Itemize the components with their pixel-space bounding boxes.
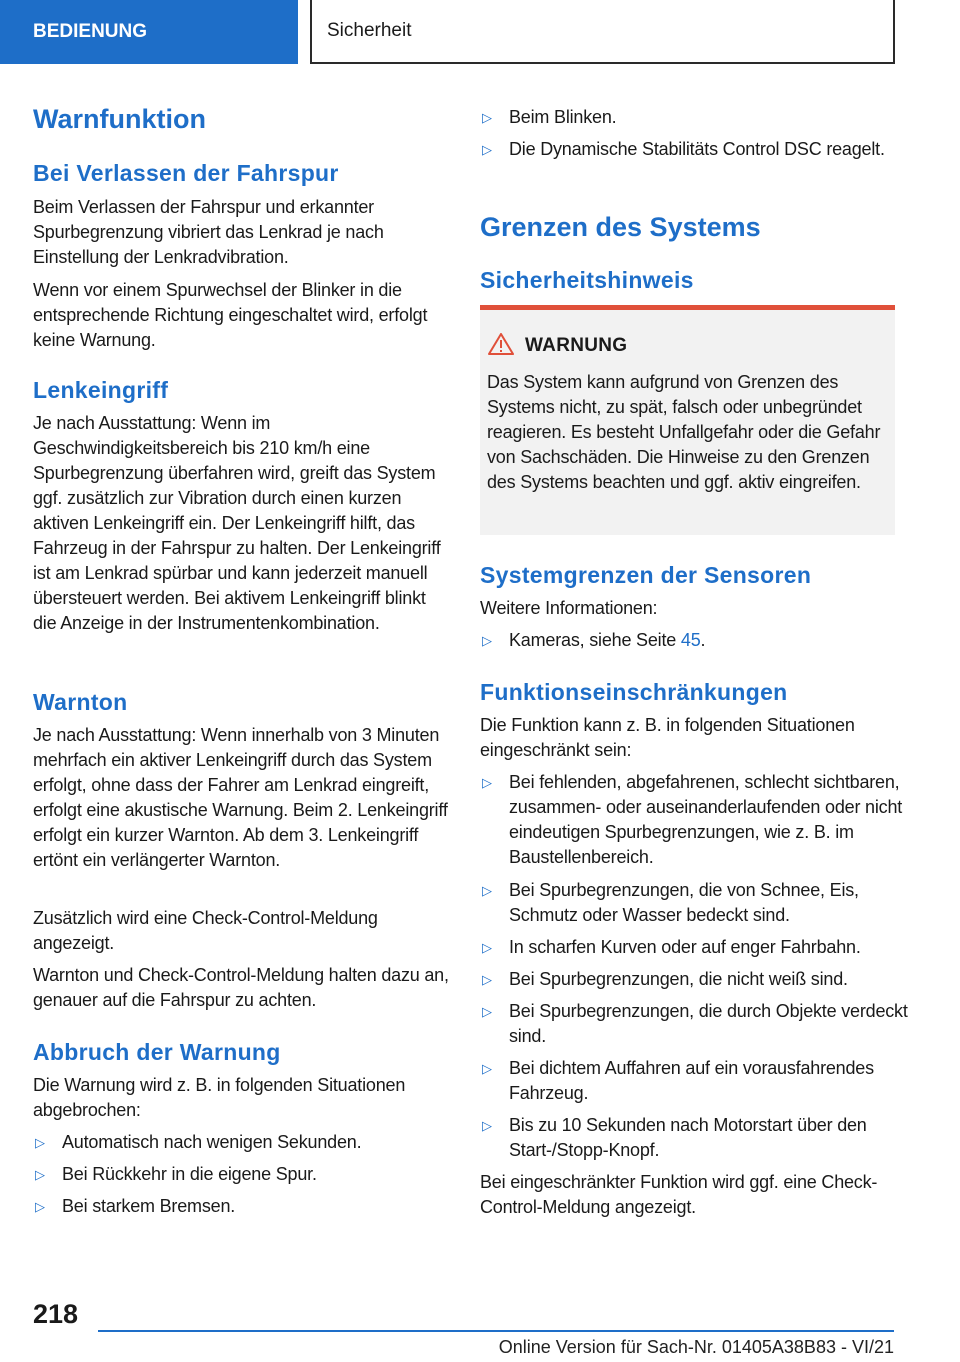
list-item-text: Bei Spurbegrenzungen, die nicht weiß sind. <box>509 969 848 989</box>
list-item <box>480 999 924 1049</box>
list-item-text: Bei Rückkehr in die eigene Spur. <box>62 1164 317 1184</box>
paragraph: Je nach Ausstattung: Wenn im Geschwindigkeitsbereich bis 210 km/h eine Spurbegrenzung überfahren wird, greift das System ggf. zusätzlich zur Vibration durch einen kurzen aktiven Lenkeingriff ein. Der Lenkeingriff hilft, das Fahrzeug in der Fahrspur zu halten. Der Lenkeingriff ist am Lenkrad spürbar und kann jederzeit manuell übersteuert werden. Bei aktivem Lenkeingriff blinkt die Anzeige in der Instrumentenkombination. <box>33 413 441 633</box>
paragraph: Die Warnung wird z. B. in folgenden Situationen abgebrochen: <box>33 1075 406 1120</box>
triangle-bullet-icon: ▷ <box>482 633 492 648</box>
list-item-end: . <box>700 630 706 650</box>
triangle-bullet-icon: ▷ <box>482 940 492 955</box>
page-title: Warnfunktion <box>33 104 206 134</box>
list-item <box>480 1113 924 1163</box>
paragraph: Die Funktion kann z. B. in folgenden Situationen eingeschränkt sein: <box>480 715 855 760</box>
list-item-text: Beim Blinken. <box>509 107 617 127</box>
list-item-text: Kameras, siehe Seite <box>509 630 681 650</box>
triangle-bullet-icon: ▷ <box>482 1061 492 1076</box>
paragraph: Je nach Ausstattung: Wenn innerhalb von 3 Minuten mehrfach ein aktiver Lenkeingriff durch das System erfolgt, ohne dass der Fahrer am Lenkrad eingreift, erfolgt eine akustische Warnung. Beim 2. Lenkeingriff erfolgt ein kurzer Warnton. Ab dem 3. Lenkeingriff ertönt ein verlängerter Warnton. <box>33 725 448 870</box>
heading-cancel-warning: Abbruch der Warnung <box>33 1039 281 1065</box>
list-item <box>480 878 924 928</box>
triangle-bullet-icon: ▷ <box>482 1118 492 1133</box>
list-item-text: Bei Spurbegrenzungen, die durch Objekte verdeckt sind. <box>509 1001 908 1046</box>
paragraph: Beim Verlassen der Fahrspur und erkannter Spurbegrenzung vibriert das Lenkrad je nach Einstellung der Lenkradvibration. <box>33 197 384 267</box>
triangle-bullet-icon: ▷ <box>35 1199 45 1214</box>
paragraph: Weitere Informationen: <box>480 598 658 618</box>
list-item <box>33 1194 478 1219</box>
list-item-text: Bei starkem Bremsen. <box>62 1196 236 1216</box>
triangle-bullet-icon: ▷ <box>482 142 492 157</box>
warning-title: WARNUNG <box>525 335 628 356</box>
list-item-text: In scharfen Kurven oder auf enger Fahrbahn. <box>509 937 861 957</box>
heading-system-limits: Grenzen des Systems <box>480 212 761 242</box>
list-item <box>480 967 924 992</box>
heading-safety-note: Sicherheitshinweis <box>480 267 694 293</box>
list-item-text: Die Dynamische Stabilitäts Control DSC reagelt. <box>509 139 885 159</box>
list-item <box>480 935 924 960</box>
heading-steering-intervention: Lenkeingriff <box>33 377 169 403</box>
footer-divider <box>98 1330 894 1332</box>
warning-triangle-icon <box>488 333 514 355</box>
paragraph: Zusätzlich wird eine Check-Control-Meldung angezeigt. <box>33 908 378 953</box>
list-item <box>480 105 924 130</box>
list-item <box>480 137 924 162</box>
triangle-bullet-icon: ▷ <box>482 110 492 125</box>
heading-warning-tone: Warnton <box>33 689 128 715</box>
list-item-text: Automatisch nach wenigen Sekunden. <box>62 1132 362 1152</box>
triangle-bullet-icon: ▷ <box>35 1135 45 1150</box>
footer-text: Online Version für Sach-Nr. 01405A38B83 - VI/21 <box>498 1337 894 1357</box>
paragraph: Wenn vor einem Spurwechsel der Blinker in die entsprechende Richtung eingeschaltet wird, erfolgt keine Warnung. <box>33 280 428 350</box>
triangle-bullet-icon: ▷ <box>482 883 492 898</box>
section-tab <box>0 0 298 64</box>
heading-lane-departure: Bei Verlassen der Fahrspur <box>33 160 339 186</box>
list-item <box>33 1162 478 1187</box>
triangle-bullet-icon: ▷ <box>482 775 492 790</box>
list-item-text: Bei Spurbegrenzungen, die von Schnee, Eis, Schmutz oder Wasser bedeckt sind. <box>509 880 859 925</box>
list-item <box>480 770 924 870</box>
paragraph: Warnton und Check-Control-Meldung halten dazu an, genauer auf die Fahrspur zu achten. <box>33 965 449 1010</box>
page-link[interactable]: 45 <box>680 630 701 650</box>
list-item <box>480 628 924 653</box>
heading-sensor-limits: Systemgrenzen der Sensoren <box>480 562 812 588</box>
list-item <box>33 1130 478 1155</box>
page-number: 218 <box>33 1299 79 1329</box>
triangle-bullet-icon: ▷ <box>482 1004 492 1019</box>
warning-text: Das System kann aufgrund von Grenzen des Systems nicht, zu spät, falsch oder unbegründet reagieren. Es besteht Unfallgefahr oder die Gefahr von Sachschäden. Die Hinweise zu den Grenzen des Systems beachten und ggf. aktiv eingreifen. <box>487 372 881 492</box>
chapter-label: Sicherheit <box>327 20 412 41</box>
paragraph: Bei eingeschränkter Funktion wird ggf. eine Check-Control-Meldung angezeigt. <box>480 1172 878 1217</box>
list-item-text: Bei fehlenden, abgefahrenen, schlecht sichtbaren, zusammen- oder auseinanderlaufenden oder nicht eindeutigen Spurbegrenzungen, wie z. B. im Baustellenbereich. <box>509 772 903 867</box>
section-label: BEDIENUNG <box>33 21 148 42</box>
warning-box <box>480 305 895 535</box>
heading-function-restrictions: Funktionseinschränkungen <box>480 679 788 705</box>
list-item-text: Bei dichtem Auffahren auf ein vorausfahrendes Fahrzeug. <box>509 1058 874 1103</box>
chapter-tab <box>310 0 895 64</box>
triangle-bullet-icon: ▷ <box>35 1167 45 1182</box>
triangle-bullet-icon: ▷ <box>482 972 492 987</box>
list-item-text: Bis zu 10 Sekunden nach Motorstart über den Start-/Stopp-Knopf. <box>509 1115 867 1160</box>
list-item <box>480 1056 924 1106</box>
